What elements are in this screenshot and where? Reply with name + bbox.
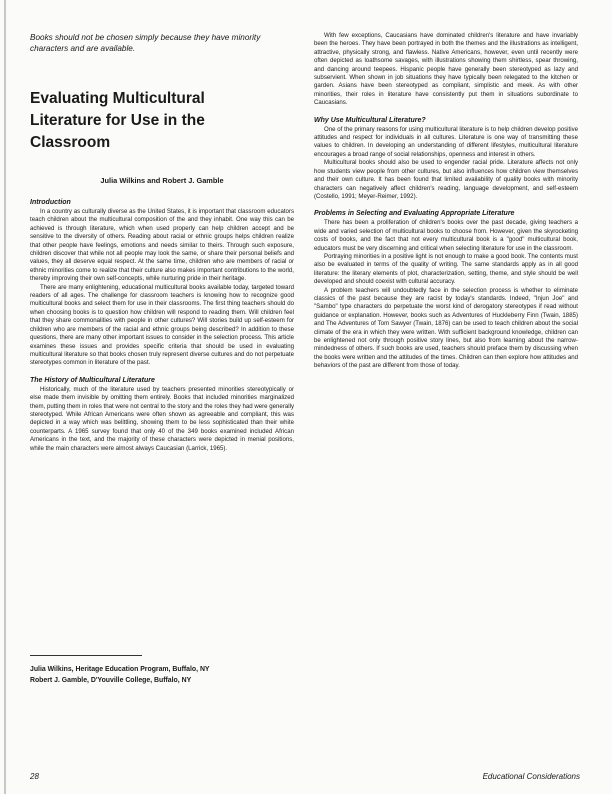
paragraph: In a country as culturally diverse as the United States, it is important that classroom educators teach children about the multicultural composition of the and they inhabit. One way this can be achieved is through literature, which when used properly can help children accept and be sensitive to the diversity of others. Reading about racial or ethnic groups helps children realize that other people have feelings, emotions and needs similar to theirs. Through such exposure, children discover that while not all people may look the same, or share their personal beliefs and values, they all deserve equal respect. At the same time, children who are members of racial or ethnic minorities come to realize that their culture also makes important contributions to the world, thereby improving their own self-concepts, while nurturing pride in their heritage. [30, 208, 294, 283]
affiliation-line: Julia Wilkins, Heritage Education Program, Buffalo, NY [30, 666, 210, 673]
paragraph: With few exceptions, Caucasians have dominated children's literature and have invariably been the heroes. They have been portrayed in both the themes and the illustrations as intelligent, attractive, physically strong, and flawless. Native Americans, however, even until recently were often depicted as loathsome savages, with illustrations showing them shirtless, spear throwing, and dancing around teepees. Hispanic people have generally been stereotyped as lazy and subservient. When shown in job situations they have typically been relegated to the kitchen or garden. Asians have been stereotyped as compliant, simplistic and meek. As with other minorities, their roles in literature have consistently put them in situations subordinate to Caucasians. [314, 32, 578, 107]
paragraph: There are many enlightening, educational multicultural books available today, targeted toward readers of all ages. The challenge for classroom teachers is knowing how to recognize good multicultural books and select them for use in their classrooms. The first thing teachers should do when choosing books is to question how children will respond to reading them. Will children feel that they share commonalities with people in other cultures? Will stories build up self-esteem for children who are members of the racial and ethnic groups being described? In addition to these questions, there are many other important issues to consider in the selection process. This article examines these issues and provides specific criteria that should be used in evaluating multicultural literature so that books chosen truly represent diverse cultures and do not perpetuate stereotypes common in literature of the past. [30, 283, 294, 367]
right-column [314, 32, 578, 371]
article-title: Evaluating Multicultural Literature for Use in the Classroom [30, 90, 205, 151]
paragraph: Multicultural books should also be used to engender racial pride. Literature affects not only how students view people from other cultures, but also influences how children view themselves and their own culture. It has been found that limited availability of quality books with minority characters can negatively affect children's reading, language development, and self-esteem (Costello, 1991; Meyer-Reimer, 1992). [314, 159, 578, 200]
paragraph: A problem teachers will undoubtedly face in the selection process is whether to eliminate classics of the past because they are racist by today's standards. Indeed, "Injun Joe" and "Sambo" type characters do perpetuate the worst kind of derogatory stereotypes if read without guidance or explanation. However, books such as Adventures of Huckleberry Finn (Twain, 1885) and The Adventures of Tom Sawyer (Twain, 1876) can be used to teach children about the social climate of the era in which they were written. With sufficient background knowledge, children can be enlightened not only through positive story lines, but also from learning about the narrow-mindedness of others. If such books are used, teachers should preface them by discussing when the books were written and the attitudes of the times. Children can then explore how attitudes and behaviors of the past are different from those of today. [314, 286, 578, 370]
paragraph: There has been a proliferation of children's books over the past decade, giving teachers a wide and varied selection of multicultural books to choose from. However, given the skyrocketing costs of books, and the fact that not every multicultural book is a "good" multicultural book, educators must be very discerning and critical when selecting literature for use in the classroom. [314, 219, 578, 252]
section-heading-problems: Problems in Selecting and Evaluating Appropriate Literature [314, 210, 515, 218]
section-heading-history: The History of Multicultural Literature [30, 376, 155, 384]
paragraph: One of the primary reasons for using multicultural literature is to help children develop positive attitudes and respect for individuals in all cultures. Literature is one way of transmitting these values to children. In developing an understanding of different lifestyles, multicultural literature encourages a broad range of social relationships, openness and interest in others. [314, 125, 578, 158]
page-number: 28 [30, 772, 39, 781]
left-column [30, 32, 294, 453]
pull-quote: Books should not be chosen simply because they have minority characters and are available. [30, 33, 261, 53]
paragraph: Portraying minorities in a positive light is not enough to make a good book. The contents must also be evaluated in terms of the quality of writing. The same standards apply as in all good literature: the literary elements of plot, characterization, setting, theme, and style should be well developed and should coexist with cultural accuracy. [314, 252, 578, 286]
binding-shadow [4, 0, 6, 794]
section-heading-introduction: Introduction [30, 199, 71, 206]
paragraph: Historically, much of the literature used by teachers presented minorities stereotypically or else made them invisible by omitting them entirely. Books that included minorities marginalized them, putting them in roles that were not central to the story and the roles they had were generally stereotyped. While African Americans were often shown as agreeable and compliant, this was depicted in a way which was belittling, showing them to be less sophisticated than their white counterparts. A 1965 survey found that only 40 of the 349 books examined included African Americans in the text, and the majority of these characters were depicted in menial positions, while the main characters were almost always Caucasian (Larrick, 1965). [30, 385, 294, 452]
author-affiliations [30, 664, 300, 686]
footnote-divider [30, 655, 142, 656]
journal-name: Educational Considerations [482, 772, 580, 781]
affiliation-line: Robert J. Gamble, D'Youville College, Buffalo, NY [30, 677, 192, 684]
section-heading-why: Why Use Multicultural Literature? [314, 116, 426, 124]
article-authors: Julia Wilkins and Robert J. Gamble [100, 176, 224, 185]
